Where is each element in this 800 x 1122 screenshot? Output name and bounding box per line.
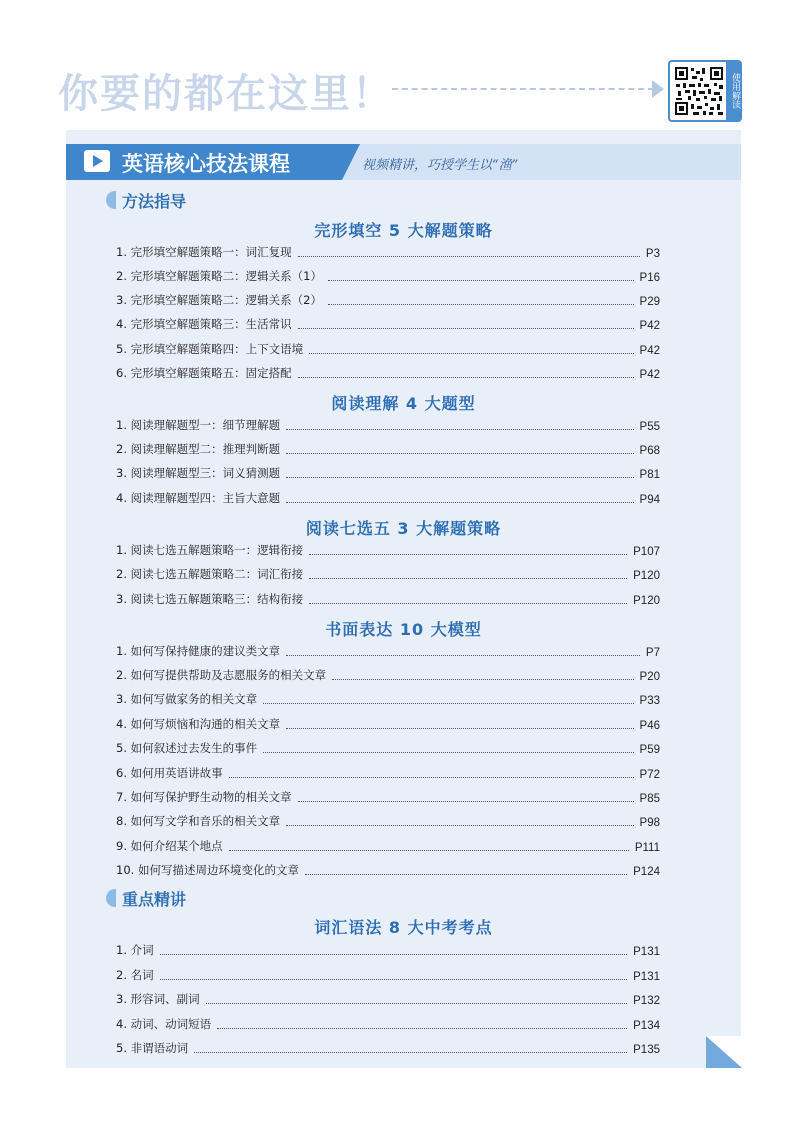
toc-item[interactable]: 2. 阅读理解题型二：推理判断题 P68: [116, 442, 660, 457]
toc-item[interactable]: 3. 完形填空解题策略二：逻辑关系（2） P29: [116, 293, 660, 308]
toc-item[interactable]: 5. 非谓语动词 P135: [116, 1041, 660, 1056]
toc-item[interactable]: 2. 名词 P131: [116, 968, 660, 983]
toc-item[interactable]: 3. 形容词、副词 P132: [116, 992, 660, 1007]
toc-item[interactable]: 2. 如何写提供帮助及志愿服务的相关文章 P20: [116, 668, 660, 683]
toc-item[interactable]: 6. 完形填空解题策略五：固定搭配 P42: [116, 366, 660, 381]
toc-item[interactable]: 2. 阅读七选五解题策略二：词汇衔接 P120: [116, 567, 660, 582]
toc-item[interactable]: 10. 如何写描述周边环境变化的文章 P124: [116, 863, 660, 878]
header-dotted-line: [392, 88, 654, 90]
group-title: 完形填空 5 大解题策略: [314, 221, 493, 240]
course-banner-slant: [342, 144, 360, 180]
header-arrow-icon: [652, 80, 664, 98]
toc-item[interactable]: 1. 阅读理解题型一：细节理解题 P55: [116, 418, 660, 433]
toc-item[interactable]: 3. 阅读七选五解题策略三：结构衔接 P120: [116, 592, 660, 607]
qr-code-icon: [674, 66, 724, 116]
play-icon: [84, 150, 110, 172]
group-title: 阅读理解 4 大题型: [331, 394, 476, 413]
toc-item[interactable]: 5. 如何叙述过去发生的事件 P59: [116, 741, 660, 756]
toc-item[interactable]: 7. 如何写保护野生动物的相关文章 P85: [116, 790, 660, 805]
section-label: 重点精讲: [122, 890, 187, 909]
toc-item[interactable]: 1. 完形填空解题策略一：词汇复现 P3: [116, 245, 660, 260]
qr-label: 使用解读: [726, 62, 740, 120]
course-subtitle: 视频精讲，巧授学生以“渔”: [362, 158, 519, 173]
toc-item[interactable]: 4. 动词、动词短语 P134: [116, 1017, 660, 1032]
qr-code[interactable]: [668, 60, 742, 122]
section-label: 方法指导: [122, 192, 187, 211]
toc-item[interactable]: 1. 阅读七选五解题策略一：逻辑衔接 P107: [116, 543, 660, 558]
toc-item[interactable]: 4. 完形填空解题策略三：生活常识 P42: [116, 317, 660, 332]
page-fold-corner: [706, 1036, 742, 1068]
toc-item[interactable]: 1. 如何写保持健康的建议类文章 P7: [116, 644, 660, 659]
toc-item[interactable]: 9. 如何介绍某个地点 P111: [116, 839, 660, 854]
toc-item[interactable]: 8. 如何写文学和音乐的相关文章 P98: [116, 814, 660, 829]
toc-item[interactable]: 5. 完形填空解题策略四：上下文语境 P42: [116, 342, 660, 357]
toc-item[interactable]: 1. 介词 P131: [116, 943, 660, 958]
toc-item[interactable]: 4. 阅读理解题型四：主旨大意题 P94: [116, 491, 660, 506]
group-title: 阅读七选五 3 大解题策略: [305, 519, 502, 538]
page-header-title: 你要的都在这里！: [58, 70, 394, 117]
toc-item[interactable]: 3. 如何写做家务的相关文章 P33: [116, 692, 660, 707]
group-title: 词汇语法 8 大中考考点: [314, 918, 493, 937]
toc-item[interactable]: 3. 阅读理解题型三：词义猜测题 P81: [116, 466, 660, 481]
toc-item[interactable]: 2. 完形填空解题策略二：逻辑关系（1） P16: [116, 269, 660, 284]
course-title: 英语核心技法课程: [122, 152, 290, 176]
toc-item[interactable]: 6. 如何用英语讲故事 P72: [116, 766, 660, 781]
group-title: 书面表达 10 大模型: [325, 620, 482, 639]
toc-item[interactable]: 4. 如何写烦恼和沟通的相关文章 P46: [116, 717, 660, 732]
